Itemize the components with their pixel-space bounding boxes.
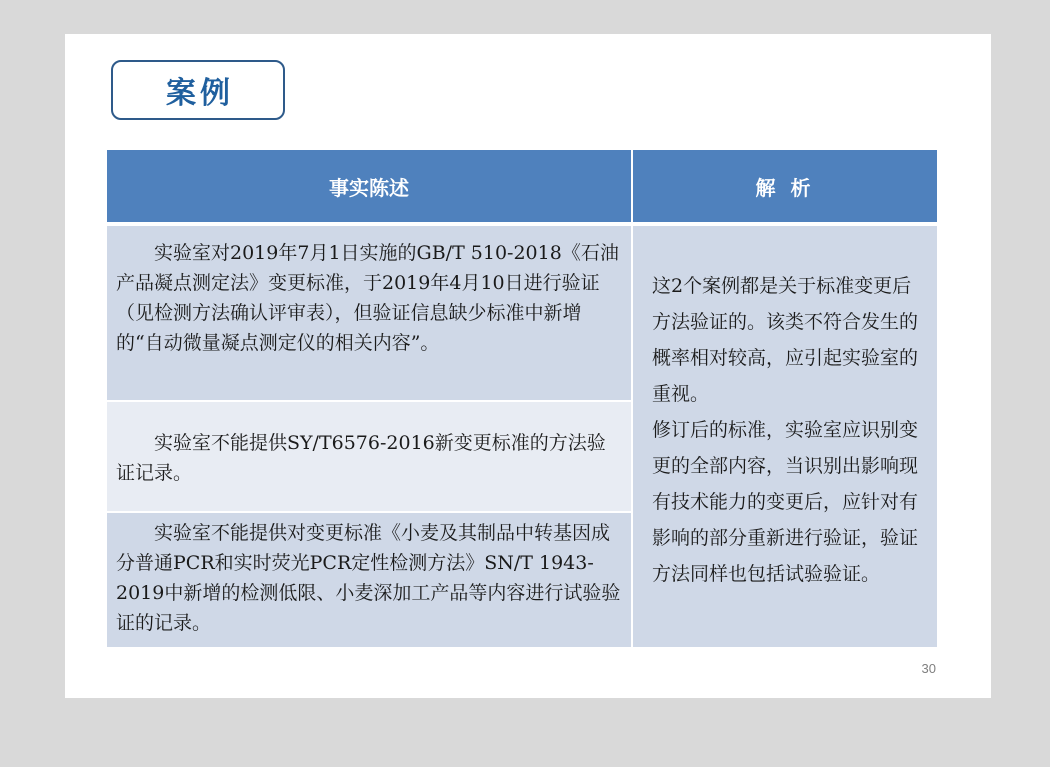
- fact-row-3: 实验室不能提供对变更标准《小麦及其制品中转基因成分普通PCR和实时荧光PCR定性检测方法》SN/T 1943-2019中新增的检测低限、小麦深加工产品等内容进行试验验证的记录。: [107, 513, 631, 647]
- page-title: 案例: [166, 76, 234, 111]
- slide: [65, 34, 991, 698]
- page-number: 30: [921, 661, 936, 676]
- analysis-cell: [633, 226, 937, 647]
- case-title-box: [111, 60, 285, 120]
- case-table: [107, 150, 937, 647]
- header-facts: 事实陈述: [107, 150, 631, 222]
- fact-row-1: 实验室对2019年7月1日实施的GB/T 510-2018《石油产品凝点测定法》变更标准，于2019年4月10日进行验证（见检测方法确认评审表），但验证信息缺少标准中新增的“自动微量凝点测定仪的相关内容”。: [107, 226, 631, 400]
- analysis-paragraph-2: 修订后的标准，实验室应识别变更的全部内容，当识别出影响现有技术能力的变更后，应针对有影响的部分重新进行验证，验证方法同样也包括试验验证。: [652, 419, 919, 585]
- header-analysis: 解 析: [633, 150, 937, 222]
- analysis-paragraph-1: 这2个案例都是关于标准变更后方法验证的。该类不符合发生的概率相对较高，应引起实验室的重视。: [652, 275, 919, 405]
- fact-row-2: 实验室不能提供SY/T6576-2016新变更标准的方法验证记录。: [107, 402, 631, 511]
